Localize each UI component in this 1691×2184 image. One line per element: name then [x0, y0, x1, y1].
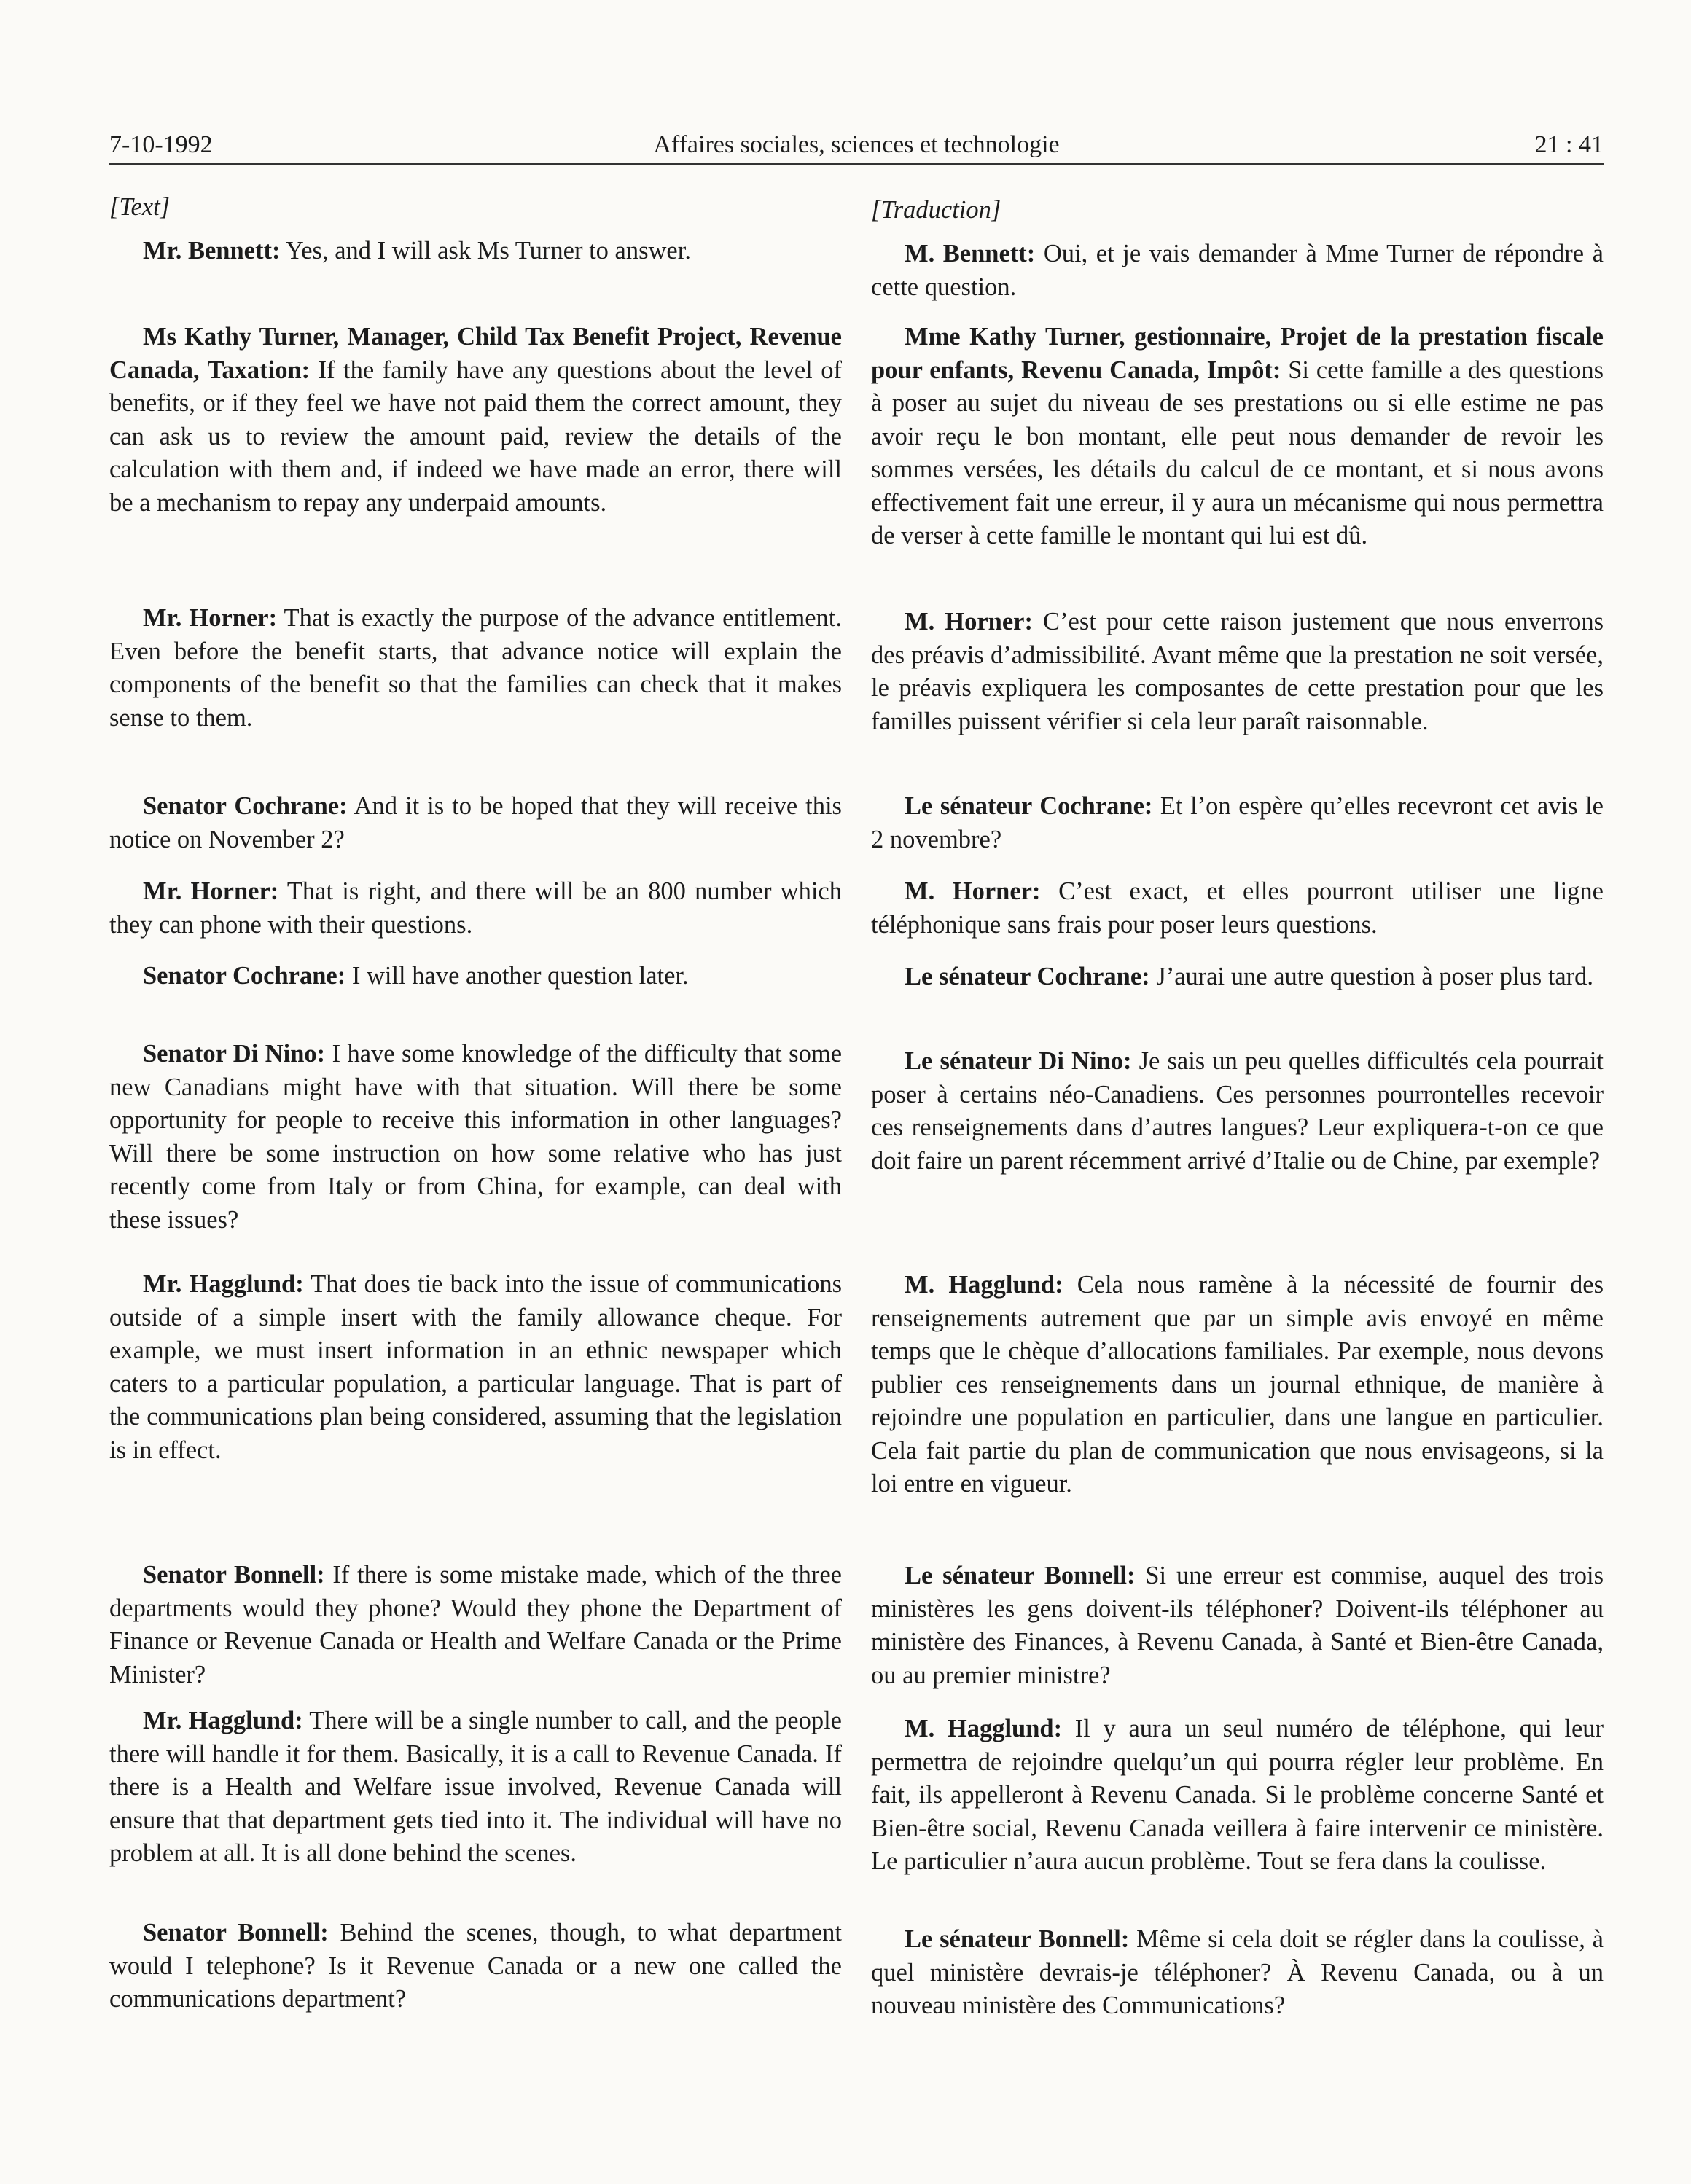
paragraph: M. Hagglund: Cela nous ramène à la nécessité de fournir des renseignements autrement que par un simple avis envoyé en même temps que le chèque d’allocations familiales. Par exemple, nous devons publier ces renseignements dans un journal ethnique, de manière à rejoindre une population en particulier, dans une langue en particulier. Cela fait partie du plan de communication que nous envisageons, si la loi entre en vigueur. — [871, 1271, 1604, 1498]
paragraph: Le sénateur Bonnell: Même si cela doit se régler dans la coulisse, à quel ministère devrais-je téléphoner? À Revenu Canada, ou à un nouveau ministère des Communications? — [871, 1925, 1604, 2019]
paragraph: Le sénateur Cochrane: Et l’on espère qu’elles recevront cet avis le 2 novembre? — [871, 792, 1604, 853]
paragraph: Senator Bonnell: Behind the scenes, though, to what department would I telephone? Is it Revenue Canada or a new one called the communications department? — [109, 1919, 842, 2013]
paragraph: Le sénateur Cochrane: J’aurai une autre question à poser plus tard. — [905, 963, 1594, 990]
speaker: Senator Cochrane: — [143, 962, 346, 990]
speaker: M. Bennett: — [905, 240, 1036, 267]
speaker: M. Hagglund: — [905, 1271, 1063, 1299]
paragraph: Mr. Hagglund: There will be a single number to call, and the people there will handle it for them. Basically, it is a call to Revenue Canada. If there is a Health and Welfare issue involved, Revenue Canada will ensure that that department gets tied into it. The individual will have no problem at all. It is all done behind the scenes. — [109, 1707, 842, 1867]
speaker: Le sénateur Bonnell: — [905, 1562, 1136, 1589]
paragraph: M. Hagglund: Il y aura un seul numéro de téléphone, qui leur permettra de rejoindre quelqu’un qui pourra régler leur problème. En fait, ils appelleront à Revenu Canada. Si le problème concerne Santé et Bien-être social, Revenu Canada veillera à faire intervenir ce ministère. Le particulier n’aura aucun problème. Tout se fera dans la coulisse. — [871, 1715, 1604, 1875]
speaker: Le sénateur Bonnell: — [905, 1925, 1130, 1953]
paragraph: M. Bennett: Oui, et je vais demander à Mme Turner de répondre à cette question. — [871, 240, 1604, 301]
speaker: Mr. Horner: — [143, 604, 278, 632]
paragraph: Le sénateur Bonnell: Si une erreur est commise, auquel des trois ministères les gens doivent-ils téléphoner? Doivent-ils téléphoner au ministère des Finances, à Revenu Canada, à Santé et Bien-être Canada, ou au premier ministre? — [871, 1562, 1604, 1689]
paragraph: Senator Bonnell: If there is some mistake made, which of the three departments would they phone? Would they phone the Department of Finance or Revenue Canada or Health and Welfare Canada or the Prime Minister? — [109, 1561, 842, 1688]
speaker: Mr. Horner: — [143, 877, 279, 905]
speaker: M. Horner: — [905, 608, 1033, 635]
speaker: Mr. Hagglund: — [143, 1270, 304, 1298]
paragraph: Le sénateur Di Nino: Je sais un peu quelles difficultés cela pourrait poser à certains néo-Canadiens. Ces personnes pourrontelles recevoir ces renseignements dans d’autres langues? Leur expliquera-t-on ce que doit faire un parent récemment arrivé d’Italie ou de Chine, par exemple? — [871, 1047, 1604, 1175]
french-label: [Traduction] — [871, 196, 1001, 224]
speaker: Mme Kathy Turner, gestionnaire, Projet de la prestation fiscale pour enfants, Revenu Canada, Impôt: — [871, 323, 1604, 384]
paragraph: Mr. Horner: That is right, and there will be an 800 number which they can phone with their questions. — [109, 877, 842, 939]
paragraph: M. Horner: C’est exact, et elles pourront utiliser une ligne téléphonique sans frais pour poser leurs questions. — [871, 877, 1604, 939]
paragraph: Senator Cochrane: And it is to be hoped that they will receive this notice on November 2? — [109, 792, 842, 853]
paragraph: M. Horner: C’est pour cette raison justement que nous enverrons des préavis d’admissibilité. Avant même que la prestation ne soit versée, le préavis expliquera les composantes de cette prestation pour que les familles puissent vérifier si cela leur paraît raisonnable. — [871, 608, 1604, 735]
header-page-number: 21 : 41 — [1534, 131, 1604, 158]
page-header — [109, 122, 1604, 165]
paragraph: Ms Kathy Turner, Manager, Child Tax Benefit Project, Revenue Canada, Taxation: If the family have any questions about the level of benefits, or if they feel we have not paid them the correct amount, they can ask us to review the amount paid, review the details of the calculation with them and, if indeed we have made an error, there will be a mechanism to repay any underpaid amounts. — [109, 323, 842, 517]
speaker: Senator Bonnell: — [143, 1561, 325, 1589]
speaker: Le sénateur Cochrane: — [905, 792, 1153, 820]
speaker: Senator Cochrane: — [143, 792, 348, 820]
header-title: Affaires sociales, sciences et technologie — [653, 131, 1060, 158]
paragraph: Mr. Hagglund: That does tie back into the issue of communications outside of a simple insert with the family allowance cheque. For example, we must insert information in an ethnic newspaper which caters to a particular population, a particular language. That is part of the communications plan being considered, assuming that the legislation is in effect. — [109, 1270, 842, 1464]
paragraph: Mme Kathy Turner, gestionnaire, Projet de la prestation fiscale pour enfants, Revenu Canada, Impôt: Si cette famille a des questions à poser au sujet du niveau de ses prestations ou si elle estime ne pas avoir reçu le bon montant, elle peut nous demander de revoir les sommes versées, les détails du calcul de ce montant, et si nous avons effectivement fait une erreur, il y aura un mécanisme qui nous permettra de verser à cette famille le montant qui lui est dû. — [871, 323, 1604, 549]
paragraph: Mr. Bennett: Yes, and I will ask Ms Turner to answer. — [143, 237, 691, 265]
speaker: Mr. Bennett: — [143, 237, 281, 265]
speaker: Senator Bonnell: — [143, 1919, 329, 1946]
english-label: [Text] — [109, 193, 171, 221]
paragraph: Mr. Horner: That is exactly the purpose of the advance entitlement. Even before the benefit starts, that advance notice will explain the components of the benefit so that the families can check that it makes sense to them. — [109, 604, 842, 732]
speaker: Le sénateur Di Nino: — [905, 1047, 1132, 1075]
paragraph: Senator Di Nino: I have some knowledge of the difficulty that some new Canadians might have with that situation. Will there be some opportunity for people to receive this information in other languages? Will there be some instruction on how some relative who has just recently come from Italy or from China, for example, can deal with these issues? — [109, 1040, 843, 1234]
speaker: Le sénateur Cochrane: — [905, 963, 1150, 990]
speaker: Mr. Hagglund: — [143, 1707, 303, 1734]
speaker: M. Horner: — [905, 877, 1041, 905]
paragraph: Senator Cochrane: I will have another question later. — [143, 962, 689, 990]
speaker: M. Hagglund: — [905, 1715, 1063, 1742]
speaker: Senator Di Nino: — [143, 1040, 326, 1068]
header-date: 7-10-1992 — [109, 131, 213, 158]
speaker: Ms Kathy Turner, Manager, Child Tax Benefit Project, Revenue Canada, Taxation: — [109, 323, 842, 384]
